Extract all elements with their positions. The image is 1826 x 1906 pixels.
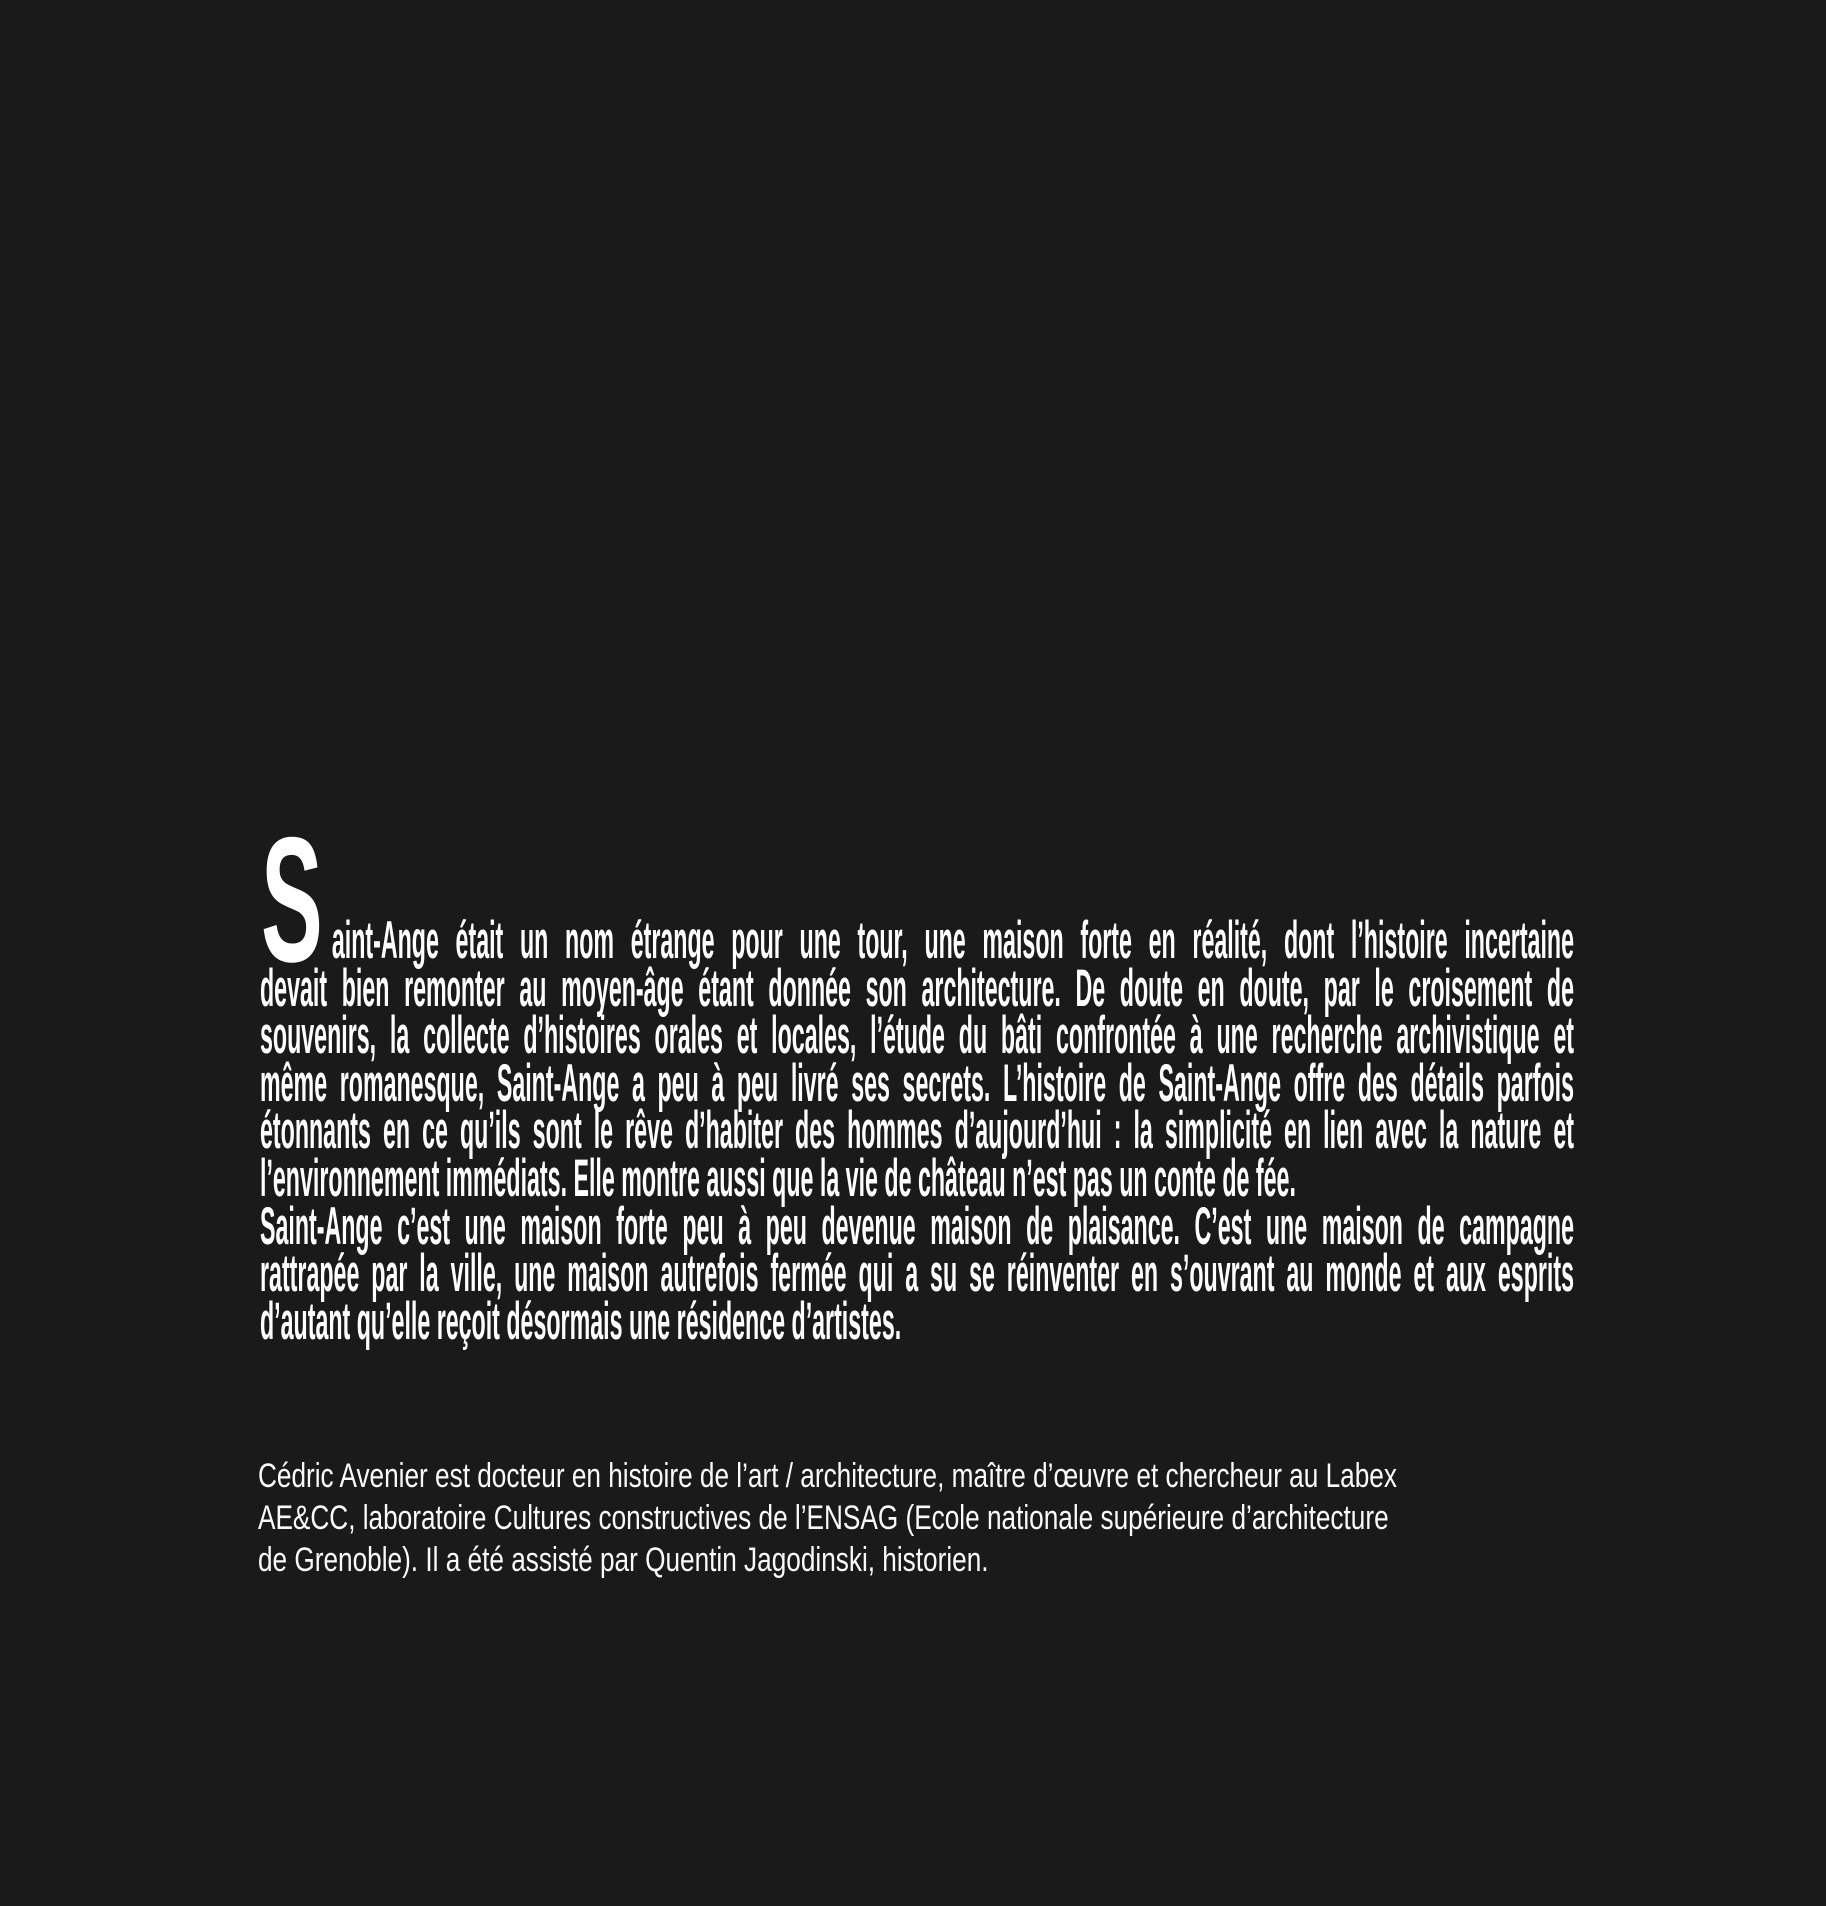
bio-paragraph [258, 1455, 1567, 1581]
body-line: souvenirs, la collecte d’histoires orales et locales, l’étude du bâti confrontée à une recherche archivistique et [260, 1006, 1574, 1066]
body-line: l’environnement immédiats. Elle montre aussi que la vie de château n’est pas un conte de fée. [260, 1148, 1296, 1208]
drop-cap-letter: S [261, 800, 323, 999]
body-line: Saint-Ange c’est une maison forte peu à peu devenue maison de plaisance. C’est une maison de campagne [260, 1196, 1574, 1256]
body-line: étonnants en ce qu’ils sont le rêve d’habiter des hommes d’aujourd’hui : la simplicité en lien avec la nature et [260, 1101, 1574, 1161]
bio-line: AE&CC, laboratoire Cultures constructives de l’ENSAG (Ecole nationale supérieure d’architecture [258, 1499, 1389, 1537]
body-line: devait bien remonter au moyen-âge étant donnée son architecture. De doute en doute, par le croisement de [260, 958, 1574, 1018]
bio-line: de Grenoble). Il a été assisté par Quentin Jagodinski, historien. [258, 1541, 989, 1579]
lead-paragraph [260, 911, 1574, 1351]
bio-line: Cédric Avenier est docteur en histoire de l’art / architecture, maître d’œuvre et chercheur au Labex [258, 1457, 1397, 1495]
body-line: d’autant qu’elle reçoit désormais une résidence d’artistes. [260, 1291, 902, 1351]
body-line: aint-Ange était un nom étrange pour une tour, une maison forte en réalité, dont l’histoire incertaine [331, 911, 1574, 970]
body-line: rattrapée par la ville, une maison autrefois fermée qui a su se réinventer en s’ouvrant au monde et aux esprits [260, 1244, 1574, 1304]
body-line: même romanesque, Saint-Ange a peu à peu livré ses secrets. L’histoire de Saint-Ange offre des détails parfois [260, 1053, 1574, 1113]
